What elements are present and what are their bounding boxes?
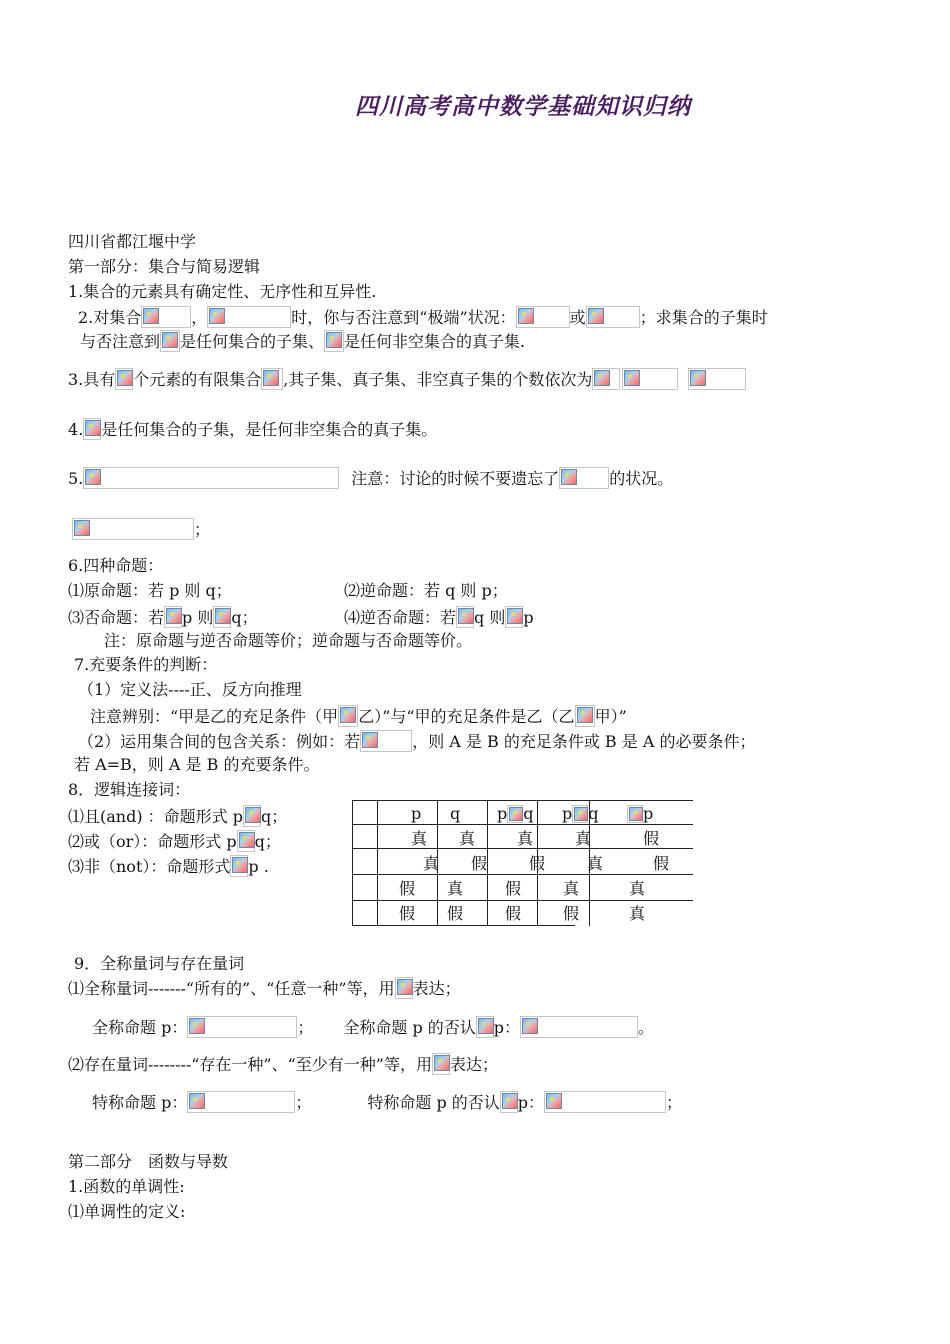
table-cell: 真 <box>575 829 592 848</box>
table-rule <box>353 874 693 875</box>
implies-image-icon <box>575 705 595 727</box>
formula-image-icon <box>160 330 180 352</box>
item9-universal: ⑴全称量词-------“所有的”、“任意一种”等，用 表达； <box>68 979 461 998</box>
and-symbol-image-icon <box>243 805 261 827</box>
school-name: 四川省都江堰中学 <box>68 232 197 251</box>
table-cell: 真 <box>423 854 440 873</box>
formula-image-icon <box>592 368 620 390</box>
table-cell: 假 <box>447 904 464 923</box>
table-cell: 假 <box>399 904 416 923</box>
item7-heading: 7.充要条件的判断： <box>74 655 218 674</box>
item1: 1.集合的元素具有确定性、无序性和互异性. <box>68 282 377 301</box>
item6-inverse: ⑶否命题：若 p 则 q； <box>68 608 258 627</box>
table-cell: 假 <box>529 854 546 873</box>
table-cell: 真 <box>629 879 646 898</box>
item5: 5. 注意：讨论的时候不要遗忘了 的状况。 <box>68 469 674 488</box>
item8-heading: 8．逻辑连接词： <box>68 780 191 799</box>
item4: 4. 是任何集合的子集，是任何非空集合的真子集。 <box>68 420 438 439</box>
formula-image-icon <box>586 306 640 328</box>
item7-method1: （1）定义法----正、反方向推理 <box>78 680 302 699</box>
forall-image-icon <box>395 977 413 999</box>
or-symbol-image-icon <box>237 830 255 852</box>
implies-image-icon <box>338 705 358 727</box>
table-cell: 真 <box>411 829 428 848</box>
table-cell: 真 <box>517 829 534 848</box>
item2-line1: 2.对集合 ， 时，你与否注意到“极端”状况： 或 ；求集合的子集时 <box>78 308 768 327</box>
empty-set-image-icon <box>83 418 101 440</box>
formula-image-icon <box>187 1016 297 1038</box>
table-rule <box>487 800 488 926</box>
table-cell: 假 <box>505 879 522 898</box>
item6-converse: ⑵逆命题：若 q 则 p； <box>344 581 508 600</box>
part2-item1: 1.函数的单调性: <box>68 1177 185 1196</box>
formula-image-icon <box>261 368 283 390</box>
item6-original: ⑴原命题：若 p 则 q； <box>68 581 232 600</box>
table-cell: 假 <box>563 904 580 923</box>
part2-heading: 第二部分 函数与导数 <box>68 1152 229 1171</box>
table-cell: 假 <box>643 829 660 848</box>
formula-image-icon <box>115 368 133 390</box>
formula-image-icon <box>544 1091 666 1113</box>
negation-image-icon <box>476 1016 494 1038</box>
or-symbol-image-icon <box>572 805 588 823</box>
table-header: p <box>411 804 422 823</box>
part2-item1-1: ⑴单调性的定义: <box>68 1202 186 1221</box>
formula-image-icon <box>516 306 570 328</box>
item9-existential-prop: 特称命题 p： ； 特称命题 p 的否认 p： ； <box>92 1093 683 1112</box>
negation-image-icon <box>500 1091 518 1113</box>
formula-image-icon <box>622 368 678 390</box>
item9-existential: ⑵存在量词--------“存在一种”、“至少有一种”等，用 表达； <box>68 1055 498 1074</box>
table-cell: 假 <box>471 854 488 873</box>
formula-image-icon <box>559 467 609 489</box>
item3: 3.具有 个元素的有限集合 ,其子集、真子集、非空真子集的个数依次为 <box>68 368 746 390</box>
table-header: p <box>627 804 653 824</box>
formula-image-icon <box>83 467 339 489</box>
negation-image-icon <box>164 606 182 628</box>
item9-heading: 9．全称量词与存在量词 <box>74 954 245 973</box>
table-cell: 假 <box>505 904 522 923</box>
table-rule <box>353 925 575 926</box>
item8-or: ⑵或（or）：命题形式 p q； <box>68 832 281 851</box>
formula-image-icon <box>187 1091 295 1113</box>
formula-image-icon <box>520 1016 638 1038</box>
not-symbol-image-icon <box>230 855 248 877</box>
table-rule <box>353 824 693 825</box>
item7-method2-cont: 若 A=B，则 A 是 B 的充要条件。 <box>74 755 320 774</box>
formula-image-icon <box>141 306 191 328</box>
table-rule <box>353 800 693 801</box>
item9-universal-prop: 全称命题 p： ； 全称命题 p 的否认 p： 。 <box>92 1018 655 1037</box>
exists-image-icon <box>432 1053 450 1075</box>
item6-heading: 6.四种命题： <box>68 556 164 575</box>
not-symbol-image-icon <box>627 805 643 823</box>
formula-image-icon <box>324 330 344 352</box>
table-rule <box>377 800 378 926</box>
item8-and: ⑴且(and) ：命题形式 p q； <box>68 807 288 826</box>
item2-line2: 与否注意到 是任何集合的子集、 是任何非空集合的真子集. <box>80 332 526 351</box>
formula-image-icon <box>688 368 746 390</box>
negation-image-icon <box>456 606 474 628</box>
item7-note: 注意辨别：“甲是乙的充足条件（甲 乙）”与“甲的充足条件是乙（乙 甲）” <box>90 707 627 726</box>
table-header: p q <box>497 804 534 823</box>
truth-table <box>352 800 693 926</box>
table-rule <box>353 900 693 901</box>
item8-not: ⑶非（not）：命题形式 p . <box>68 857 269 876</box>
table-cell: 真 <box>563 879 580 898</box>
formula-image-icon <box>360 730 412 752</box>
table-header: q <box>450 804 461 823</box>
formula-image-icon <box>72 518 194 540</box>
and-symbol-image-icon <box>507 805 523 823</box>
negation-image-icon <box>505 606 523 628</box>
table-cell: 真 <box>587 854 604 873</box>
table-cell: 假 <box>653 854 670 873</box>
table-cell: 真 <box>629 904 646 923</box>
table-cell: 真 <box>447 879 464 898</box>
part1-heading: 第一部分：集合与简易逻辑 <box>68 257 261 276</box>
item7-method2: （2）运用集合间的包含关系：例如：若 ，则 A 是 B 的充足条件或 B 是 A 的必要条件； <box>78 732 756 751</box>
page-title: 四川高考高中数学基础知识归纳 <box>355 94 691 120</box>
table-cell: 假 <box>399 879 416 898</box>
item6-note: 注：原命题与逆否命题等价；逆命题与否命题等价。 <box>104 631 473 650</box>
table-cell: 真 <box>459 829 476 848</box>
item6-contrapositive: ⑷逆否命题：若 q 则 p <box>344 608 534 627</box>
negation-image-icon <box>213 606 231 628</box>
item5-line2: ； <box>72 518 210 540</box>
formula-image-icon <box>207 306 291 328</box>
table-header: p q <box>562 804 599 823</box>
